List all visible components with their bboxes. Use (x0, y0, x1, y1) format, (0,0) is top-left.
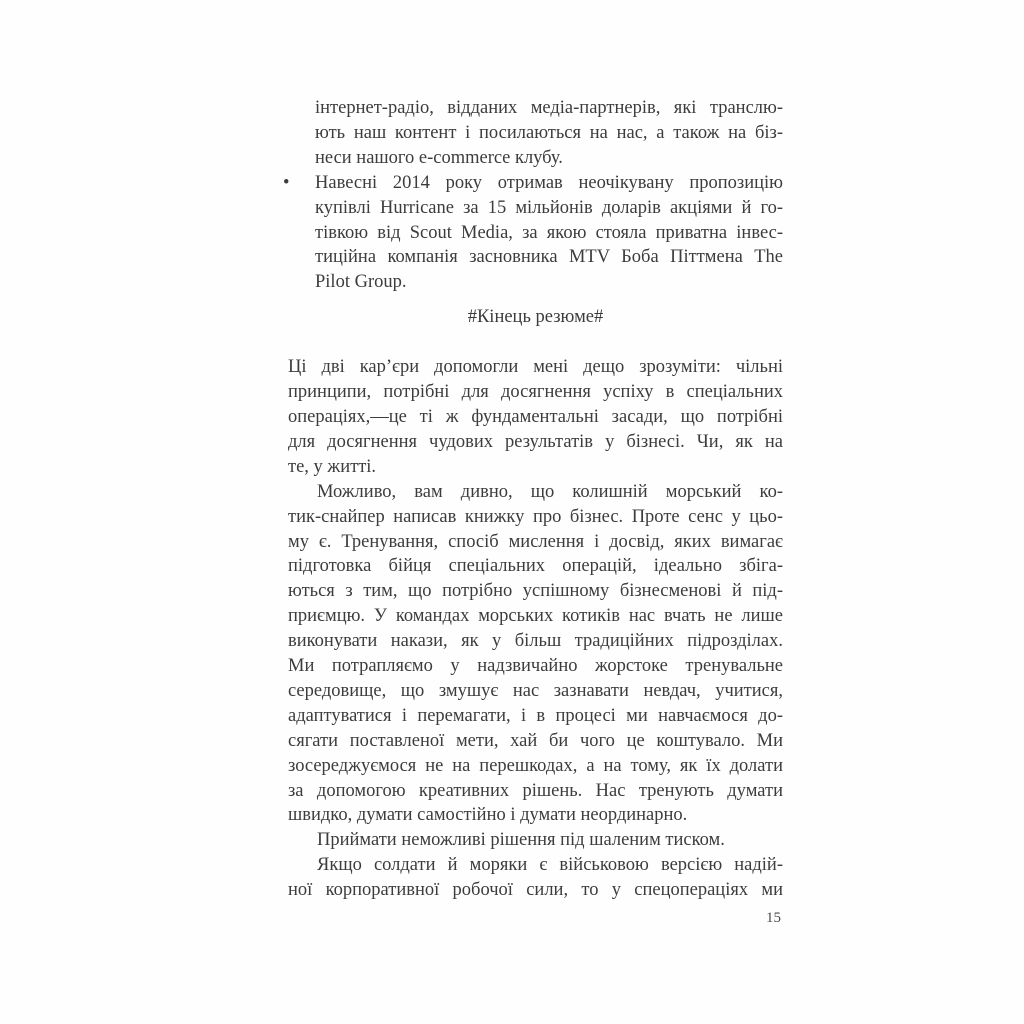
text-line: принципи, потрібні для досягнення успіху в спеціальних (288, 382, 783, 403)
list-item (288, 96, 783, 171)
text-line: ються з тим, що потрібно успішному бізнесменові й під- (288, 581, 783, 602)
text-line: Pilot Group. (315, 272, 407, 293)
text-line: купівлі Hurricane за 15 мільйонів доларів акціями й го- (315, 197, 783, 218)
text-line: тиційна компанія засновника MTV Боба Піттмена The (315, 247, 783, 268)
text-line: середовище, що змушує нас зазнавати невдач, учитися, (288, 680, 783, 701)
paragraph (288, 480, 783, 829)
section-heading: #Кінець резюме# (467, 307, 604, 328)
text-line: приємцю. У командах морських котиків нас вчать не лише (288, 606, 783, 627)
text-line: зосереджуємося не на перешкодах, а на тому, як їх долати (288, 755, 783, 776)
text-line: му є. Тренування, спосіб мислення і досвід, яких вимагає (288, 531, 783, 552)
text-line: адаптуватися і перемагати, і в процесі ми навчаємося до- (288, 705, 783, 726)
text-line: те, у житті. (288, 456, 377, 477)
text-line: виконувати накази, як у більш традиційних підрозділах. (288, 631, 783, 652)
text-line: Ми потрапляємо у надзвичайно жорстоке тренувальне (288, 656, 783, 677)
text-line: Навесні 2014 року отримав неочікувану пропозицію (315, 172, 783, 193)
text-block (283, 96, 783, 903)
text-line: операціях,—це ті ж фундаментальні засади, що потрібні (288, 406, 783, 427)
text-line: Можливо, вам дивно, що колишній морський ко- (317, 481, 783, 502)
text-line: тівкою від Scout Media, за якою стояла приватна інвес- (315, 222, 783, 243)
page-number: 15 (766, 910, 781, 926)
text-line: неси нашого e-commerce клубу. (315, 147, 563, 168)
text-line: підготовка бійця спеціальних операцій, ідеально збіга- (288, 556, 783, 577)
text-line: Якщо солдати й моряки є військовою версією надій- (317, 855, 783, 876)
text-line: тик-снайпер написав книжку про бізнес. Проте сенс у цьо- (288, 506, 783, 527)
text-line: ють наш контент і посилаються на нас, а також на біз- (315, 122, 783, 143)
list-item (283, 171, 783, 296)
text-line: сягати поставленої мети, хай би чого це коштувало. Ми (288, 730, 783, 751)
text-line: за допомогою креативних рішень. Нас тренують думати (288, 780, 783, 801)
text-line: ної корпоративної робочої сили, то у спецопераціях ми (288, 880, 783, 901)
paragraph (288, 355, 783, 480)
text-line: для досягнення чудових результатів у бізнесі. Чи, як на (288, 431, 783, 452)
bullet-icon: • (283, 172, 290, 193)
paragraph (288, 828, 783, 853)
text-line: Приймати неможливі рішення під шаленим тиском. (317, 830, 725, 851)
text-line: швидко, думати самостійно і думати неординарно. (288, 805, 688, 826)
paragraph (288, 853, 783, 903)
text-line: інтернет-радіо, відданих медіа-партнерів, які транслю- (315, 98, 783, 118)
text-line: Ці дві кар’єри допомогли мені дещо зрозуміти: чільні (288, 357, 783, 378)
